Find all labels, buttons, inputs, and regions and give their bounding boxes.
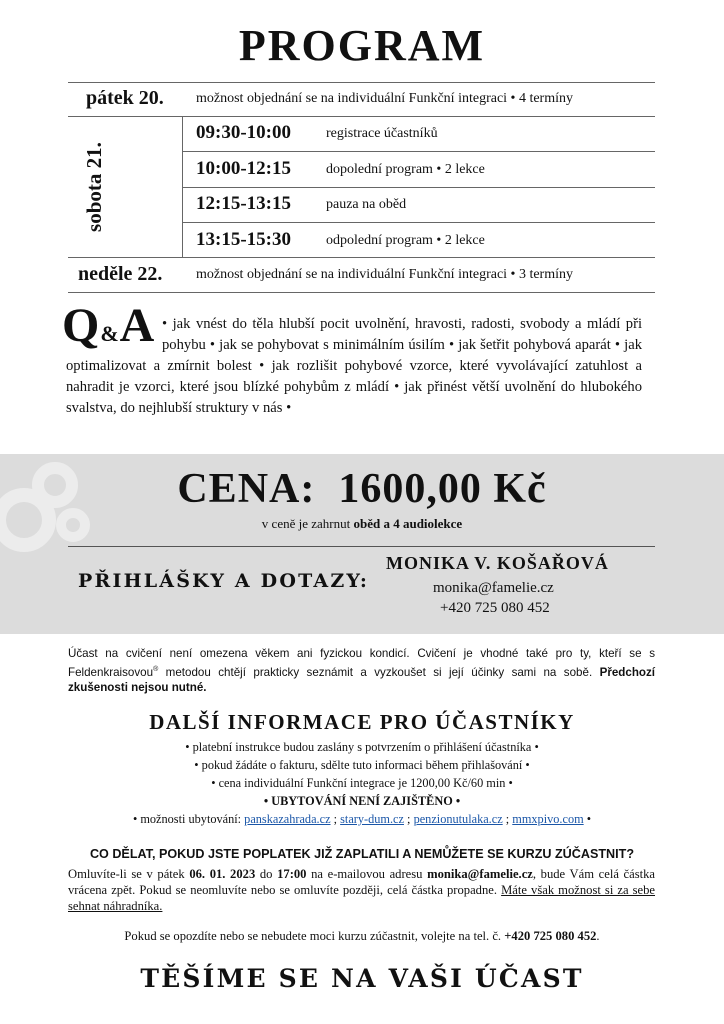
price-amount: 1600,00 Kč	[338, 466, 547, 512]
slot-time: 13:15-15:30	[196, 229, 291, 250]
divider	[182, 151, 655, 152]
info-text: metodou chtějí prakticky seznámit a vyzkoušet si její účinky sami na sobě.	[158, 665, 600, 679]
faq-fragment: , bude Vám celá částka vrácena zpět. Pokud se neomluvíte nebo se omluvíte později, celá částka propadne.	[68, 867, 656, 897]
contact-label: PŘIHLÁŠKY A DOTAZY:	[78, 570, 370, 592]
divider	[68, 82, 655, 83]
friday-desc: možnost objednání se na individuální Funkční integraci • 4 termíny	[196, 91, 573, 106]
page-title: PROGRAM	[238, 21, 486, 70]
sunday-desc: možnost objednání se na individuální Funkční integraci • 3 termíny	[196, 267, 573, 282]
qa-text	[66, 314, 642, 419]
slot-time: 10:00-12:15	[196, 158, 291, 179]
qa-logo-amp: &	[100, 321, 119, 346]
lodging-link[interactable]: penzionutulaka.cz	[413, 812, 503, 826]
info-text: Účast na cvičení není omezena věkem ani fyzickou kondicí. Cvičení je vhodné také pro ty, kteří se s Feldenkraisovou	[68, 647, 655, 679]
list-item: • cena individuální Funkční integrace je 1200,00 Kč/60 min •	[211, 776, 513, 790]
lodging-link[interactable]: mmxpivo.com	[512, 812, 584, 826]
faq-title: CO DĚLAT, POKUD JSTE POPLATEK JIŽ ZAPLATILI A NEMŮŽETE SE KURZU ZÚČASTNIT?	[89, 847, 635, 861]
price-label: CENA:	[177, 466, 316, 512]
separator: ;	[502, 812, 513, 826]
friday-label: pátek 20.	[86, 87, 164, 109]
separator: ;	[330, 812, 341, 826]
price-note-text: v ceně je zahrnut	[261, 516, 354, 531]
info-bold: Předchozí zkušenosti nejsou nutné.	[68, 665, 655, 694]
late-notice	[0, 929, 724, 944]
section-title: DALŠÍ INFORMACE PRO ÚČASTNÍKY	[149, 710, 575, 734]
qa-logo-a: A	[119, 299, 155, 352]
lodging-notice: • UBYTOVÁNÍ NENÍ ZAJIŠTĚNO •	[263, 794, 461, 808]
contact-name: MONIKA V. KOŠAŘOVÁ	[386, 553, 609, 573]
contact-phone[interactable]: +420 725 080 452	[440, 600, 550, 616]
separator: ;	[403, 812, 414, 826]
price-heading	[0, 462, 724, 516]
lodging-links	[0, 810, 724, 828]
faq-fragment: do	[255, 867, 278, 881]
slot-desc: pauza na oběd	[326, 197, 407, 212]
contact-email[interactable]: monika@famelie.cz	[433, 580, 554, 596]
faq-email: monika@famelie.cz	[427, 867, 533, 881]
divider	[68, 546, 655, 547]
lodging-link[interactable]: panskazahrada.cz	[244, 812, 331, 826]
qa-logo-q: Q	[62, 299, 100, 352]
faq-text	[68, 866, 655, 914]
column-divider	[182, 116, 183, 257]
faq-date: 06. 01. 2023	[189, 867, 256, 881]
slot-time: 12:15-13:15	[196, 193, 291, 214]
late-end: .	[596, 929, 600, 943]
late-phone: +420 725 080 452	[504, 929, 597, 943]
price-note-bold: oběd a 4 audiolekce	[353, 516, 463, 531]
divider	[68, 292, 655, 293]
divider	[68, 257, 655, 258]
faq-underlined: Máte však možnost si za sebe sehnat náhradníka.	[68, 883, 656, 913]
divider	[68, 116, 655, 117]
lodging-label: • možnosti ubytování:	[132, 812, 245, 826]
faq-fragment: na e-mailovou adresu	[306, 867, 428, 881]
list-item: • pokud žádáte o fakturu, sdělte tuto informaci během přihlašování •	[194, 758, 530, 772]
lodging-link[interactable]: stary-dum.cz	[340, 812, 404, 826]
registered-mark: ®	[153, 665, 159, 673]
slot-desc: registrace účastníků	[326, 126, 438, 141]
closing-heading: TĚŠÍME SE NA VAŠI ÚČAST	[140, 964, 584, 993]
divider	[182, 222, 655, 223]
price-note	[0, 516, 724, 532]
info-list	[0, 738, 724, 828]
lodging-suffix: •	[583, 812, 592, 826]
saturday-label: sobota 21.	[82, 142, 106, 232]
info-paragraph	[68, 646, 655, 695]
divider	[182, 187, 655, 188]
late-text: Pokud se opozdíte nebo se nebudete moci kurzu zúčastnit, volejte na tel. č.	[124, 929, 505, 943]
list-item: • platební instrukce budou zaslány s potvrzením o přihlášení účastníka •	[185, 740, 539, 754]
slot-time: 09:30-10:00	[196, 122, 291, 143]
slot-desc: dopolední program • 2 lekce	[326, 162, 485, 177]
faq-time: 17:00	[277, 867, 307, 881]
faq-fragment: Omluvíte-li se v pátek	[68, 867, 190, 881]
qa-text-body: • jak vnést do těla hlubší pocit uvolnění, hravosti, radosti, svobody a mládí při pohybu • jak se pohybovat s minimálním úsilím • jak šetřit pohybová aparát • jak optimalizovat a zmírnit bolest • jak rozlišit pohybové vzorce, které vyvolávající zatuhlost a nahradit je vzorci, které jsou blízké pohybům z mládí • jak přinést větší uvolnění do hlubokého svalstva, do nejhlubší struktury v nás •	[66, 316, 642, 416]
slot-desc: odpolední program • 2 lekce	[326, 233, 485, 248]
sunday-label: neděle 22.	[78, 263, 163, 285]
